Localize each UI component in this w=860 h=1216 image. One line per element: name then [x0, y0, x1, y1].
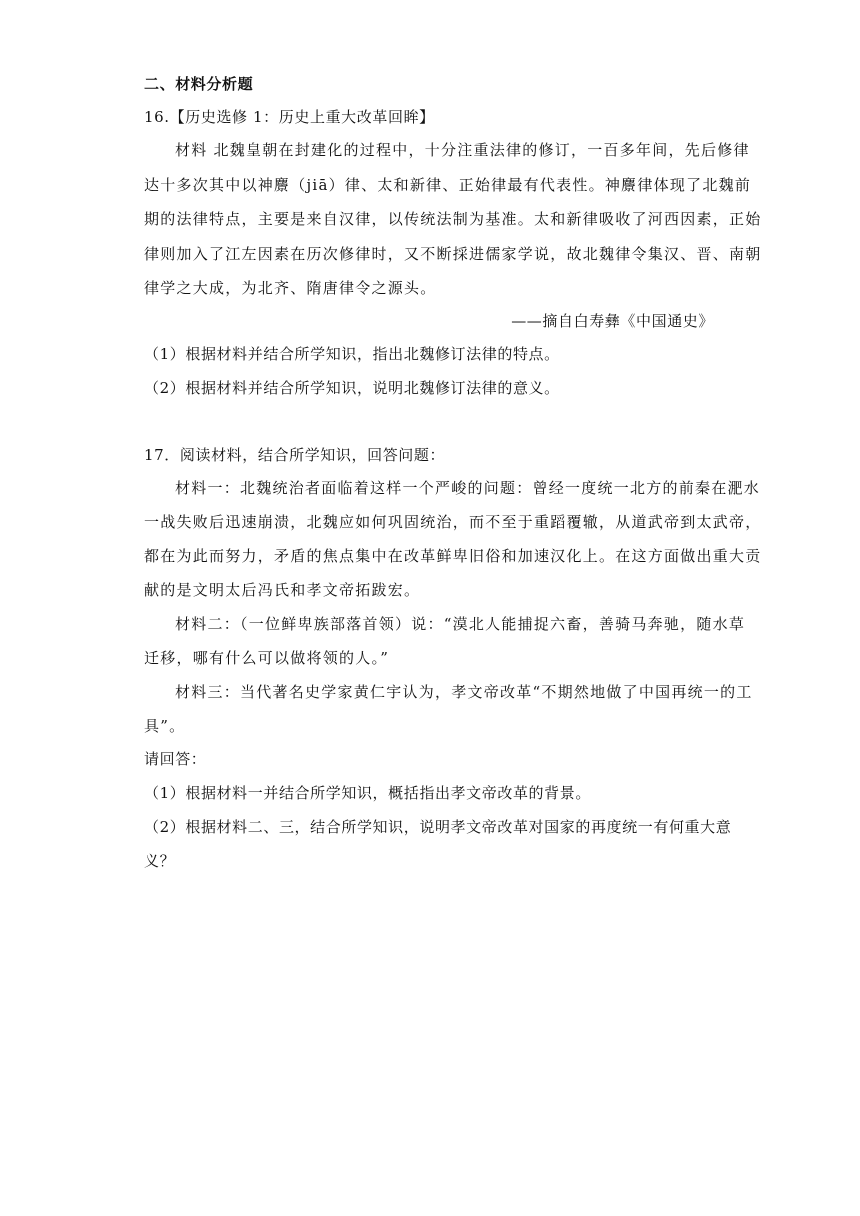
q17-material-line: 具”。 [144, 717, 186, 735]
q16-heading: 16.【历史选修 1：历史上重大改革回眸】 [144, 108, 435, 126]
q17-question-1: （1）根据材料一并结合所学知识，概括指出孝文帝改革的背景。 [144, 784, 591, 802]
q17-answer-prompt: 请回答： [144, 750, 207, 768]
q16-material-line: 律学之大成，为北齐、隋唐律令之源头。 [144, 279, 437, 297]
q17-heading: 17．阅读材料，结合所学知识，回答问题： [144, 446, 446, 464]
q17-material-line: 材料二：（一位鲜卑族部落首领）说：“漠北人能捕捉六畜，善骑马奔驰，随水草 [175, 615, 746, 633]
section-title: 二、材料分析题 [144, 75, 254, 93]
q17-material-line: 材料三：当代著名史学家黄仁宇认为，孝文帝改革“不期然地做了中国再统一的工 [175, 683, 753, 701]
q16-material-line: 材料 北魏皇朝在封建化的过程中，十分注重法律的修订，一百多年间，先后修律 [175, 141, 750, 159]
q16-material-line: 期的法律特点，主要是来自汉律，以传统法制为基准。太和新律吸收了河西因素，正始 [144, 210, 762, 228]
q17-question-2-continued: 义？ [144, 852, 176, 870]
q16-material-line: 律则加入了江左因素在历次修律时，又不断採进儒家学说，故北魏律令集汉、晋、南朝 [144, 245, 762, 263]
q17-question-2: （2）根据材料二、三，结合所学知识，说明孝文帝改革对国家的再度统一有何重大意 [144, 818, 732, 836]
q17-material-line: 迁移，哪有什么可以做将领的人。” [144, 649, 390, 667]
q17-material-line: 献的是文明太后冯氏和孝文帝拓跋宏。 [144, 581, 421, 599]
q16-source-citation: ——摘自白寿彝《中国通史》 [511, 312, 714, 330]
q16-question-1: （1）根据材料并结合所学知识，指出北魏修订法律的特点。 [144, 345, 560, 363]
q16-question-2: （2）根据材料并结合所学知识，说明北魏修订法律的意义。 [144, 379, 560, 397]
q17-material-line: 一战失败后迅速崩溃，北魏应如何巩固统治，而不至于重蹈覆辙，从道武帝到太武帝， [144, 513, 762, 531]
q17-material-line: 材料一：北魏统治者面临着这样一个严峻的问题：曾经一度统一北方的前秦在淝水 [175, 479, 761, 497]
q16-material-line: 达十多次其中以神麖（jiā）律、太和新律、正始律最有代表性。神麖律体现了北魏前 [144, 176, 752, 194]
q17-material-line: 都在为此而努力，矛盾的焦点集中在改革鲜卑旧俗和加速汉化上。在这方面做出重大贡 [144, 547, 762, 565]
